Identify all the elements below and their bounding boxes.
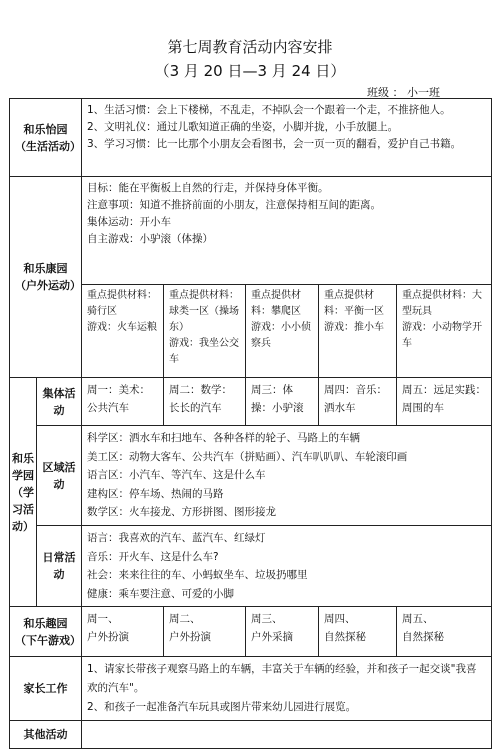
fun-day: 周二、 户外扮演 bbox=[164, 607, 246, 657]
health-notice: 注意事项：知道不推挤前面的小朋友，注意保持相互间的距离。 bbox=[87, 199, 381, 211]
date-range: （3 月 20 日—3 月 24 日） bbox=[154, 62, 346, 80]
health-goal: 目标：能在平衡板上自然的行走，并保持身体平衡。 bbox=[87, 182, 329, 194]
parents-row bbox=[10, 657, 492, 721]
parents-content bbox=[82, 657, 492, 721]
daily-activity-label: 日常活动 bbox=[37, 526, 82, 607]
group-day: 周一：美术：公共汽车 bbox=[82, 378, 164, 426]
fun-day: 周一、 户外扮演 bbox=[82, 607, 164, 657]
parents-item: 1、请家长带孩子观察马路上的车辆，丰富关于车辆的经验，并和孩子一起交谈"我喜欢的汽车"。 bbox=[87, 663, 477, 694]
material-cell: 重点提供材料：大型玩具 游戏：小动物学开车 bbox=[397, 285, 492, 378]
fun-label: 和乐趣园（下午游戏） bbox=[10, 607, 82, 657]
schedule-table bbox=[9, 98, 492, 749]
group-day: 周五：远足实践：周围的车 bbox=[397, 378, 492, 426]
page-title: 第七周教育活动内容安排 bbox=[167, 38, 333, 56]
material-cell: 重点提供材料：攀爬区 游戏：小小侦察兵 bbox=[246, 285, 319, 378]
fun-row bbox=[10, 607, 492, 657]
health-row-materials bbox=[10, 285, 492, 378]
fun-day: 周五、 自然探秘 bbox=[397, 607, 492, 657]
area-activity-label: 区域活动 bbox=[37, 426, 82, 526]
area-item: 建构区：停车场、热闹的马路 bbox=[87, 487, 224, 500]
parents-item: 2、和孩子一起准备汽车玩具或图片带来幼儿园进行展览。 bbox=[87, 701, 357, 713]
health-free: 自主游戏：小驴滚（体操） bbox=[87, 233, 213, 245]
area-content bbox=[82, 426, 492, 526]
material-cell: 重点提供材料：球类一区（操场东） 游戏：我坐公交车 bbox=[164, 285, 246, 378]
health-row-top bbox=[10, 177, 492, 285]
area-item: 美工区：动物大客车、公共汽车（拼贴画）、汽车叭叭叭、车轮滚印画 bbox=[87, 450, 408, 463]
life-label: 和乐怡园（生活活动） bbox=[10, 99, 82, 177]
learning-area-row bbox=[10, 426, 492, 526]
learning-group-row bbox=[10, 378, 492, 426]
fun-day: 周三、 户外采摘 bbox=[246, 607, 319, 657]
other-label: 其他活动 bbox=[10, 721, 82, 749]
health-label: 和乐康园（户外运动） bbox=[10, 177, 82, 378]
area-item: 数学区：火车接龙、方形拼图、图形接龙 bbox=[87, 506, 276, 518]
group-activity-label: 集体活动 bbox=[37, 378, 82, 426]
group-day: 周四：音乐：洒水车 bbox=[319, 378, 397, 426]
other-content bbox=[82, 721, 492, 749]
life-item: 2、文明礼仪：通过儿歌知道正确的坐姿，小脚并拢，小手放腿上。 bbox=[87, 121, 399, 133]
material-cell: 重点提供材料：骑行区 游戏：火车运粮 bbox=[82, 285, 164, 378]
area-item: 科学区：洒水车和扫地车、各种各样的轮子、马路上的车辆 bbox=[87, 432, 360, 444]
area-item: 语言区：小汽车、等汽车、这是什么车 bbox=[87, 469, 266, 481]
daily-item: 社会：来来往往的车、小蚂蚁坐车、垃圾扔哪里 bbox=[87, 569, 308, 581]
life-row bbox=[10, 99, 492, 177]
daily-item: 语言：我喜欢的汽车、蓝汽车、红绿灯 bbox=[87, 532, 266, 544]
other-row bbox=[10, 721, 492, 749]
daily-content bbox=[82, 526, 492, 607]
health-sport: 集体运动：开小车 bbox=[87, 216, 171, 228]
learning-daily-row bbox=[10, 526, 492, 607]
daily-item: 音乐：开火车、这是什么车? bbox=[87, 550, 219, 563]
daily-item: 健康：乘车要注意、可爱的小脚 bbox=[87, 587, 234, 600]
health-content bbox=[82, 177, 492, 285]
life-item: 3、学习习惯：比一比那个小朋友会看图书，会一页一页的翻看，爱护自己书籍。 bbox=[87, 138, 462, 150]
life-content bbox=[82, 99, 492, 177]
learning-label: 和乐学园（学习活动） bbox=[10, 378, 37, 607]
group-day: 周三：体操：小驴滚 bbox=[246, 378, 319, 426]
class-label: 班级 ： 小一班 bbox=[367, 86, 440, 99]
life-item: 1、生活习惯：会上下楼梯，不乱走，不掉队会一个跟着一个走，不推挤他人。 bbox=[87, 104, 451, 116]
fun-day: 周四、 自然探秘 bbox=[319, 607, 397, 657]
group-day: 周二：数学：长长的汽车 bbox=[164, 378, 246, 426]
parents-label: 家长工作 bbox=[10, 657, 82, 721]
material-cell: 重点提供材料：平衡一区 游戏：推小车 bbox=[319, 285, 397, 378]
